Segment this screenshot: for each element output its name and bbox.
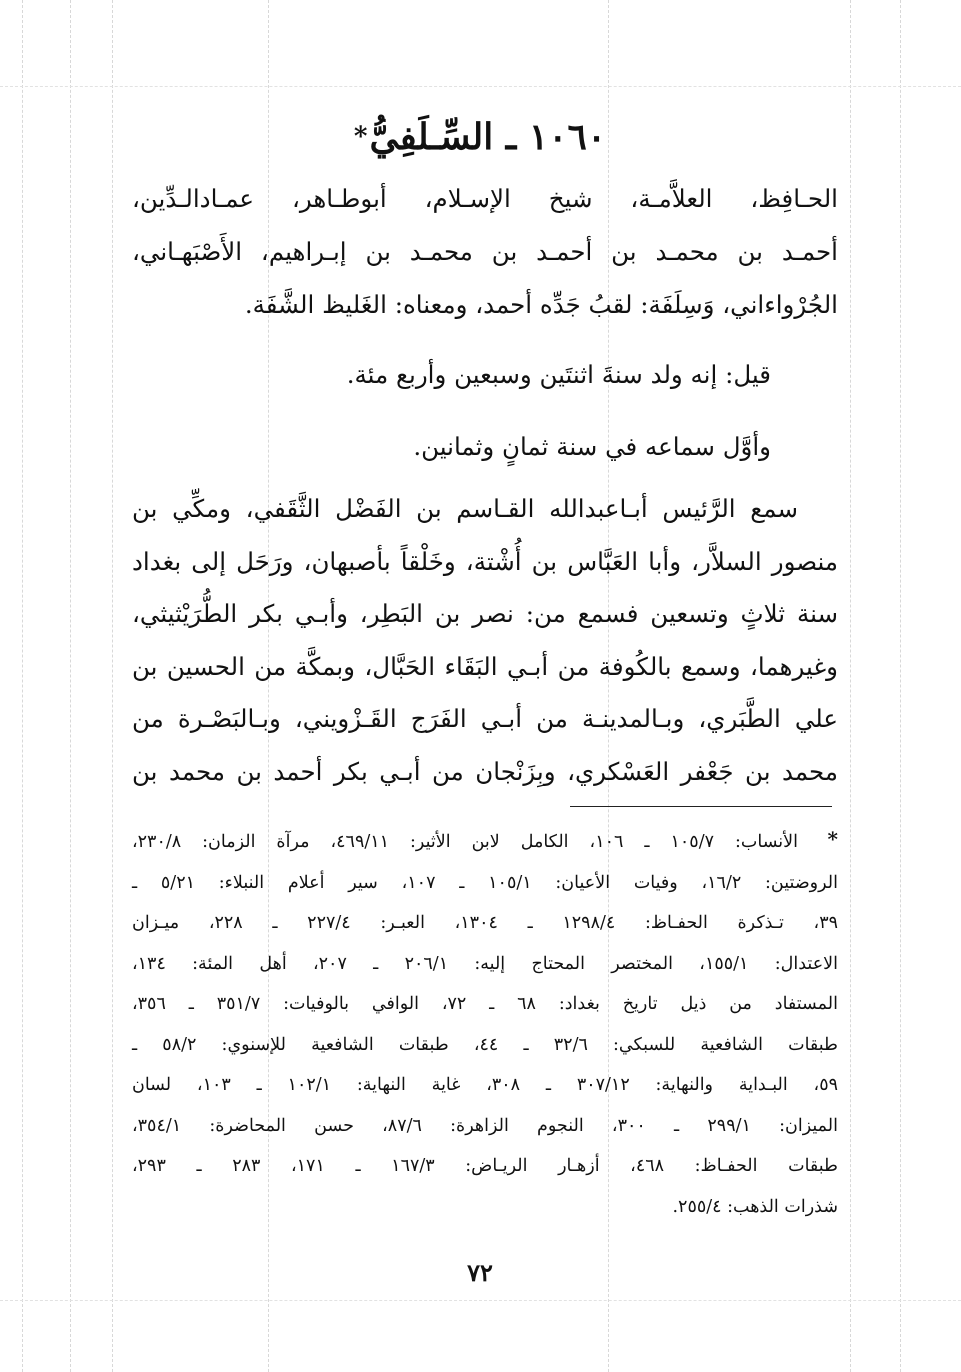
footnote-line: شذرات الذهب: ٢٥٥/٤. [672,1196,838,1217]
footnote-line: الميزان: ٢٩٩/١ ـ ٣٠٠، النجوم الزاهرة: ٨٧/٦، حسن المحاضرة: ٣٥٤/١، [132,1115,838,1136]
footnote-divider [570,806,832,807]
scan-guide-line [22,0,23,1372]
first-hearing-paragraph: وأوَّل سماعه في سنة ثمانٍ وثمانين. [413,432,771,461]
footnote-line: ٥٩، البـداية والنهاية: ٣٠٧/١٢ ـ ٣٠٨، غاية النهاية: ١٠٢/١ ـ ١٠٣، لسان [132,1075,838,1095]
footnote-marker: * [827,827,838,851]
footnote-line: المستفاد من ذيل تاريخ بغداد: ٦٨ ـ ٧٢، الوافي بالوفيات: ٣٥١/٧ ـ ٣٥٦، [132,994,838,1014]
body-line: محمد بن جَعْفر العَسْكري، وبِزَنْجان من أبـي بكر أحمد بن محمد بن [132,756,838,786]
body-line: سمع الرَّئيس أبـاعبدالله القـاسم بن الفَضْل الثَّقَفي، ومكِّي بن [132,494,798,523]
scan-guide-line [850,0,851,1372]
footnote-line: الروضتين: ١٦/٢، وفيات الأعيان: ١٠٥/١ ـ ١٠٧، سير أعلام النبلاء: ٥/٢١ ـ [132,872,838,893]
entry-title [300,112,660,162]
footnote-line: ٣٩، تـذكرة الحفـاظ: ١٢٩٨/٤ ـ ١٣٠٤، العبـر: ٢٢٧/٤ ـ ٢٢٨، ميـزان [132,913,838,933]
footnote-line: طبقات الشافعية للسبكي: ٣٢/٦ ـ ٤٤، طبقات الشافعية للإسنوي: ٥٨/٢ ـ [132,1034,838,1055]
body-line: سنة ثلاثٍ وتسعين فسمع من: نصر بن البَطِر، وأبـي بكر الطُّرَيْثيثي، [132,599,838,628]
scan-guide-line [900,0,901,1372]
intro-line: أحمـد بن محمـد بن أحمـد بن محمـد بن إبـراهيم، الأَصْبَهـاني، [132,237,838,266]
birth-paragraph: قيل: إنه ولد سنةَ اثنتَين وسبعين وأربع مئة. [346,360,771,389]
footnotes [132,822,838,1227]
footnote-line: الاعتدال: ١٥٥/١، المختصر المحتاج إليه: ٢٠٦/١ ـ ٢٠٧، أهل المئة: ١٣٤، [132,953,838,974]
scan-guide-line [70,0,71,1372]
footnote-line: طبقات الحفـاظ: ٤٦٨، أزهـار الريـاض: ١٦٧/٣ ـ ١٧١، ٢٨٣ ـ ٢٩٣، [132,1156,838,1176]
intro-line: الحـافِظ، العلاَّمـة، شيخ الإسـلام، أبوطـاهر، عمـادالـدِّين، [132,184,838,213]
intro-paragraph [132,172,838,331]
scan-guide-line [0,1300,961,1301]
page-number: ٧٢ [467,1258,493,1287]
teachers-paragraph [132,483,838,798]
title-footnote-marker: * [353,122,368,152]
scan-guide-line [0,86,961,87]
scan-guide-line [112,0,113,1372]
intro-line: الجُرْواءاني، وَسِلَفَة: لقبُ جَدِّه أحمد، ومعناه: الغَليظ الشَّفَة. [244,290,838,319]
body-line: وغيرهما، وسمع بالكُوفة من أبـي البَقَاء الحَبَّال، وبمكَّة من الحسين بن [132,651,838,681]
footnote-line: الأنساب: ١٠٥/٧ ـ ١٠٦، الكامل لابن الأثير: ٤٦٩/١١، مرآة الزمان: ٢٣٠/٨، [132,832,799,852]
body-line: منصور السلاَّر، وأبا العَبَّاس بن أُشْتة، وخَلْقاً بأصبهان، ورَحَل إلى بغداد [132,546,838,576]
body-line: علي الطَّبَري، وبـالمدينـة من أبـي الفَرَج القَـزْويني، وبـالبَصْـرة من [132,704,838,733]
entry-title-text: ١٠٦٠ ـ السِّـلَفِيُّ [369,116,607,158]
